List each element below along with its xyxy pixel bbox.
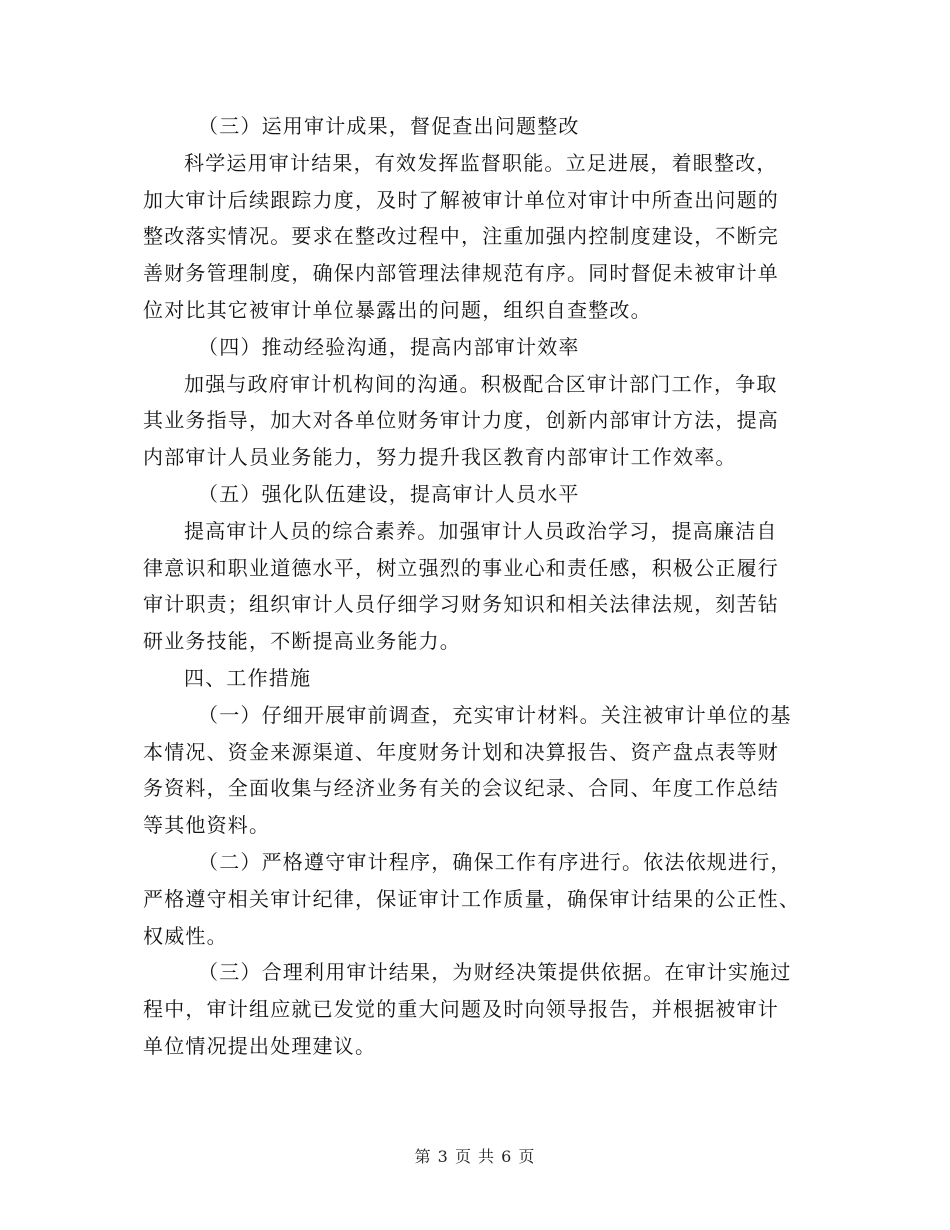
page-number-footer: 第 3 页 共 6 页 xyxy=(414,1147,536,1166)
paragraph-line: 提高审计人员的综合素养。加强审计人员政治学习，提高廉洁自 xyxy=(184,518,778,543)
paragraph-line: 内部审计人员业务能力，努力提升我区教育内部审计工作效率。 xyxy=(143,445,737,470)
paragraph-line: 等其他资料。 xyxy=(143,813,271,838)
paragraph-line: 严格遵守相关审计纪律，保证审计工作质量，确保审计结果的公正性、 xyxy=(143,886,801,911)
paragraph-line: 本情况、资金来源渠道、年度财务计划和决算报告、资产盘点表等财 xyxy=(143,739,779,764)
measure-item-2: （二）严格遵守审计程序，确保工作有序进行。依法依规进行， xyxy=(198,849,792,874)
paragraph-line: 科学运用审计结果，有效发挥监督职能。立足进展，着眼整改， xyxy=(184,150,778,175)
section-heading-5: （五）强化队伍建设，提高审计人员水平 xyxy=(198,481,580,506)
paragraph-line: 权威性。 xyxy=(143,923,228,948)
paragraph-line: 务资料，全面收集与经济业务有关的会议纪录、合同、年度工作总结 xyxy=(143,776,779,801)
paragraph-line: 加大审计后续跟踪力度，及时了解被审计单位对审计中所查出问题的 xyxy=(143,187,779,212)
paragraph-line: 善财务管理制度，确保内部管理法律规范有序。同时督促未被审计单 xyxy=(143,261,779,286)
section-heading-3: （三）运用审计成果，督促查出问题整改 xyxy=(198,114,580,138)
section-heading-4: （四）推动经验沟通，提高内部审计效率 xyxy=(198,334,580,359)
paragraph-line: 程中，审计组应就已发觉的重大问题及时向领导报告，并根据被审计 xyxy=(143,997,779,1022)
section-heading-measures: 四、工作措施 xyxy=(184,665,312,690)
paragraph-line: 律意识和职业道德水平，树立强烈的事业心和责任感，积极公正履行 xyxy=(143,555,779,580)
paragraph-line: 整改落实情况。要求在整改过程中，注重加强内控制度建设，不断完 xyxy=(143,224,779,249)
paragraph-line: 位对比其它被审计单位暴露出的问题，组织自查整改。 xyxy=(143,297,652,322)
paragraph-line: 审计职责；组织审计人员仔细学习财务知识和相关法律法规，刻苦钻 xyxy=(143,592,779,617)
document-body xyxy=(143,108,808,1065)
paragraph-line: 加强与政府审计机构间的沟通。积极配合区审计部门工作，争取 xyxy=(184,371,778,396)
paragraph-line: 其业务指导，加大对各单位财务审计力度，创新内部审计方法，提高 xyxy=(143,408,779,433)
measure-item-1: （一）仔细开展审前调查，充实审计材料。关注被审计单位的基 xyxy=(198,702,792,727)
paragraph-line: 单位情况提出处理建议。 xyxy=(143,1033,377,1058)
measure-item-3: （三）合理利用审计结果，为财经决策提供依据。在审计实施过 xyxy=(198,960,792,985)
paragraph-line: 研业务技能，不断提高业务能力。 xyxy=(143,629,461,654)
